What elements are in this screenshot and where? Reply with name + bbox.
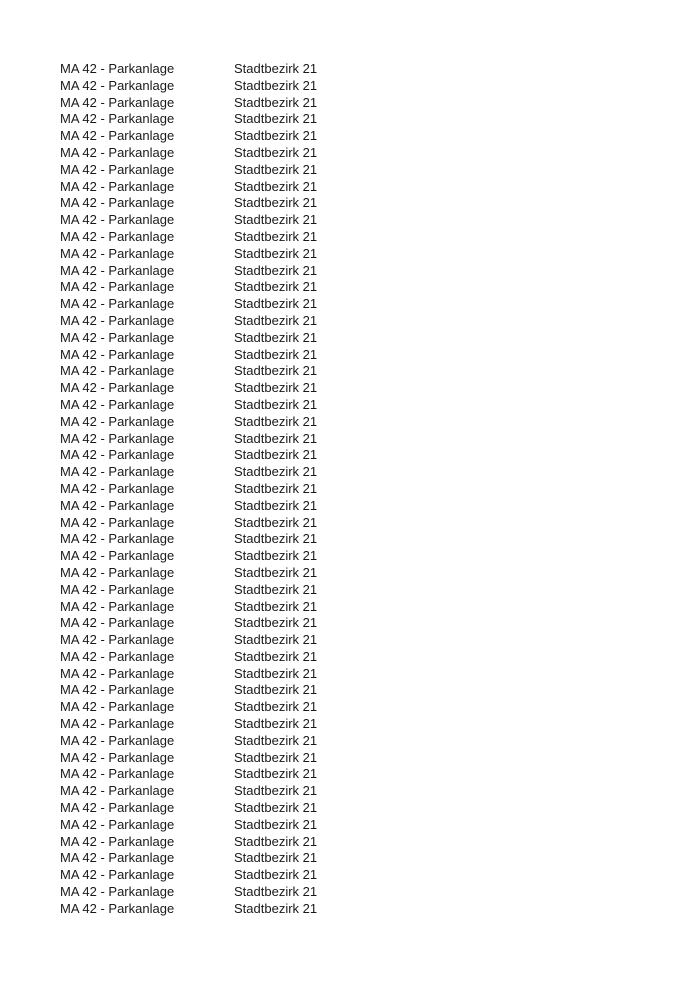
list-item <box>60 111 317 128</box>
list-item <box>60 615 317 632</box>
department-cell: MA 42 - Parkanlage <box>60 732 175 748</box>
district-cell: Stadtbezirk 21 <box>234 447 318 463</box>
list-item <box>60 867 317 884</box>
list-item <box>60 447 317 464</box>
list-item <box>60 397 317 414</box>
list-item <box>60 901 317 918</box>
district-cell: Stadtbezirk 21 <box>234 144 318 160</box>
department-cell: MA 42 - Parkanlage <box>60 413 175 429</box>
list-item <box>60 61 317 78</box>
district-cell: Stadtbezirk 21 <box>234 228 318 244</box>
list-item <box>60 850 317 867</box>
district-cell: Stadtbezirk 21 <box>234 816 318 832</box>
department-cell: MA 42 - Parkanlage <box>60 884 175 900</box>
district-cell: Stadtbezirk 21 <box>234 749 318 765</box>
district-cell: Stadtbezirk 21 <box>234 245 318 261</box>
district-cell: Stadtbezirk 21 <box>234 329 318 345</box>
department-cell: MA 42 - Parkanlage <box>60 480 175 496</box>
department-cell: MA 42 - Parkanlage <box>60 531 175 547</box>
department-cell: MA 42 - Parkanlage <box>60 867 175 883</box>
department-cell: MA 42 - Parkanlage <box>60 161 175 177</box>
department-cell: MA 42 - Parkanlage <box>60 396 175 412</box>
department-cell: MA 42 - Parkanlage <box>60 279 175 295</box>
department-cell: MA 42 - Parkanlage <box>60 548 175 564</box>
list-item <box>60 212 317 229</box>
list-item <box>60 95 317 112</box>
department-cell: MA 42 - Parkanlage <box>60 598 175 614</box>
department-cell: MA 42 - Parkanlage <box>60 262 175 278</box>
list-item <box>60 666 317 683</box>
department-cell: MA 42 - Parkanlage <box>60 77 175 93</box>
department-cell: MA 42 - Parkanlage <box>60 833 175 849</box>
list-item <box>60 565 317 582</box>
district-cell: Stadtbezirk 21 <box>234 716 318 732</box>
department-cell: MA 42 - Parkanlage <box>60 564 175 580</box>
department-cell: MA 42 - Parkanlage <box>60 648 175 664</box>
list-item <box>60 766 317 783</box>
list-item <box>60 750 317 767</box>
list-item <box>60 800 317 817</box>
list-item <box>60 481 317 498</box>
department-cell: MA 42 - Parkanlage <box>60 212 175 228</box>
department-cell: MA 42 - Parkanlage <box>60 363 175 379</box>
district-cell: Stadtbezirk 21 <box>234 867 318 883</box>
list-item <box>60 699 317 716</box>
district-cell: Stadtbezirk 21 <box>234 682 318 698</box>
department-cell: MA 42 - Parkanlage <box>60 245 175 261</box>
list-item <box>60 330 317 347</box>
list-item <box>60 313 317 330</box>
department-cell: MA 42 - Parkanlage <box>60 61 175 76</box>
district-cell: Stadtbezirk 21 <box>234 850 318 866</box>
list-item <box>60 78 317 95</box>
district-cell: Stadtbezirk 21 <box>234 464 318 480</box>
department-cell: MA 42 - Parkanlage <box>60 111 175 127</box>
list-item <box>60 162 317 179</box>
department-cell: MA 42 - Parkanlage <box>60 632 175 648</box>
department-cell: MA 42 - Parkanlage <box>60 430 175 446</box>
department-cell: MA 42 - Parkanlage <box>60 665 175 681</box>
department-cell: MA 42 - Parkanlage <box>60 800 175 816</box>
district-cell: Stadtbezirk 21 <box>234 833 318 849</box>
list-item <box>60 363 317 380</box>
list-item <box>60 682 317 699</box>
list-item <box>60 716 317 733</box>
list-item <box>60 263 317 280</box>
district-cell: Stadtbezirk 21 <box>234 161 318 177</box>
district-cell: Stadtbezirk 21 <box>234 514 318 530</box>
list-item <box>60 347 317 364</box>
district-cell: Stadtbezirk 21 <box>234 732 318 748</box>
district-cell: Stadtbezirk 21 <box>234 564 318 580</box>
district-cell: Stadtbezirk 21 <box>234 430 318 446</box>
district-cell: Stadtbezirk 21 <box>234 413 318 429</box>
district-cell: Stadtbezirk 21 <box>234 396 318 412</box>
list-item <box>60 414 317 431</box>
department-cell: MA 42 - Parkanlage <box>60 329 175 345</box>
district-cell: Stadtbezirk 21 <box>234 279 318 295</box>
department-cell: MA 42 - Parkanlage <box>60 380 175 396</box>
department-cell: MA 42 - Parkanlage <box>60 346 175 362</box>
department-cell: MA 42 - Parkanlage <box>60 514 175 530</box>
record-list <box>60 61 317 918</box>
department-cell: MA 42 - Parkanlage <box>60 447 175 463</box>
list-item <box>60 515 317 532</box>
list-item <box>60 296 317 313</box>
list-item <box>60 195 317 212</box>
district-cell: Stadtbezirk 21 <box>234 94 318 110</box>
district-cell: Stadtbezirk 21 <box>234 363 318 379</box>
department-cell: MA 42 - Parkanlage <box>60 766 175 782</box>
list-item <box>60 817 317 834</box>
district-cell: Stadtbezirk 21 <box>234 900 318 916</box>
department-cell: MA 42 - Parkanlage <box>60 581 175 597</box>
list-item <box>60 599 317 616</box>
department-cell: MA 42 - Parkanlage <box>60 464 175 480</box>
district-cell: Stadtbezirk 21 <box>234 531 318 547</box>
department-cell: MA 42 - Parkanlage <box>60 178 175 194</box>
list-item <box>60 834 317 851</box>
list-item <box>60 145 317 162</box>
district-cell: Stadtbezirk 21 <box>234 884 318 900</box>
list-item <box>60 531 317 548</box>
list-item <box>60 279 317 296</box>
district-cell: Stadtbezirk 21 <box>234 111 318 127</box>
district-cell: Stadtbezirk 21 <box>234 195 318 211</box>
district-cell: Stadtbezirk 21 <box>234 128 318 144</box>
list-item <box>60 128 317 145</box>
department-cell: MA 42 - Parkanlage <box>60 699 175 715</box>
list-item <box>60 229 317 246</box>
district-cell: Stadtbezirk 21 <box>234 77 318 93</box>
department-cell: MA 42 - Parkanlage <box>60 682 175 698</box>
district-cell: Stadtbezirk 21 <box>234 61 318 76</box>
department-cell: MA 42 - Parkanlage <box>60 850 175 866</box>
department-cell: MA 42 - Parkanlage <box>60 497 175 513</box>
district-cell: Stadtbezirk 21 <box>234 699 318 715</box>
department-cell: MA 42 - Parkanlage <box>60 716 175 732</box>
district-cell: Stadtbezirk 21 <box>234 380 318 396</box>
district-cell: Stadtbezirk 21 <box>234 212 318 228</box>
list-item <box>60 548 317 565</box>
department-cell: MA 42 - Parkanlage <box>60 94 175 110</box>
list-item <box>60 464 317 481</box>
district-cell: Stadtbezirk 21 <box>234 346 318 362</box>
department-cell: MA 42 - Parkanlage <box>60 296 175 312</box>
list-item <box>60 431 317 448</box>
department-cell: MA 42 - Parkanlage <box>60 195 175 211</box>
district-cell: Stadtbezirk 21 <box>234 766 318 782</box>
department-cell: MA 42 - Parkanlage <box>60 144 175 160</box>
list-item <box>60 498 317 515</box>
department-cell: MA 42 - Parkanlage <box>60 228 175 244</box>
department-cell: MA 42 - Parkanlage <box>60 900 175 916</box>
district-cell: Stadtbezirk 21 <box>234 581 318 597</box>
department-cell: MA 42 - Parkanlage <box>60 128 175 144</box>
district-cell: Stadtbezirk 21 <box>234 632 318 648</box>
district-cell: Stadtbezirk 21 <box>234 665 318 681</box>
district-cell: Stadtbezirk 21 <box>234 262 318 278</box>
district-cell: Stadtbezirk 21 <box>234 783 318 799</box>
list-item <box>60 632 317 649</box>
district-cell: Stadtbezirk 21 <box>234 648 318 664</box>
list-item <box>60 649 317 666</box>
district-cell: Stadtbezirk 21 <box>234 800 318 816</box>
list-item <box>60 783 317 800</box>
district-cell: Stadtbezirk 21 <box>234 480 318 496</box>
district-cell: Stadtbezirk 21 <box>234 615 318 631</box>
department-cell: MA 42 - Parkanlage <box>60 749 175 765</box>
department-cell: MA 42 - Parkanlage <box>60 312 175 328</box>
district-cell: Stadtbezirk 21 <box>234 598 318 614</box>
list-item <box>60 246 317 263</box>
district-cell: Stadtbezirk 21 <box>234 548 318 564</box>
district-cell: Stadtbezirk 21 <box>234 497 318 513</box>
department-cell: MA 42 - Parkanlage <box>60 783 175 799</box>
department-cell: MA 42 - Parkanlage <box>60 615 175 631</box>
list-item <box>60 380 317 397</box>
department-cell: MA 42 - Parkanlage <box>60 816 175 832</box>
district-cell: Stadtbezirk 21 <box>234 312 318 328</box>
list-item <box>60 179 317 196</box>
list-item <box>60 582 317 599</box>
list-item <box>60 733 317 750</box>
list-item <box>60 884 317 901</box>
district-cell: Stadtbezirk 21 <box>234 178 318 194</box>
district-cell: Stadtbezirk 21 <box>234 296 318 312</box>
